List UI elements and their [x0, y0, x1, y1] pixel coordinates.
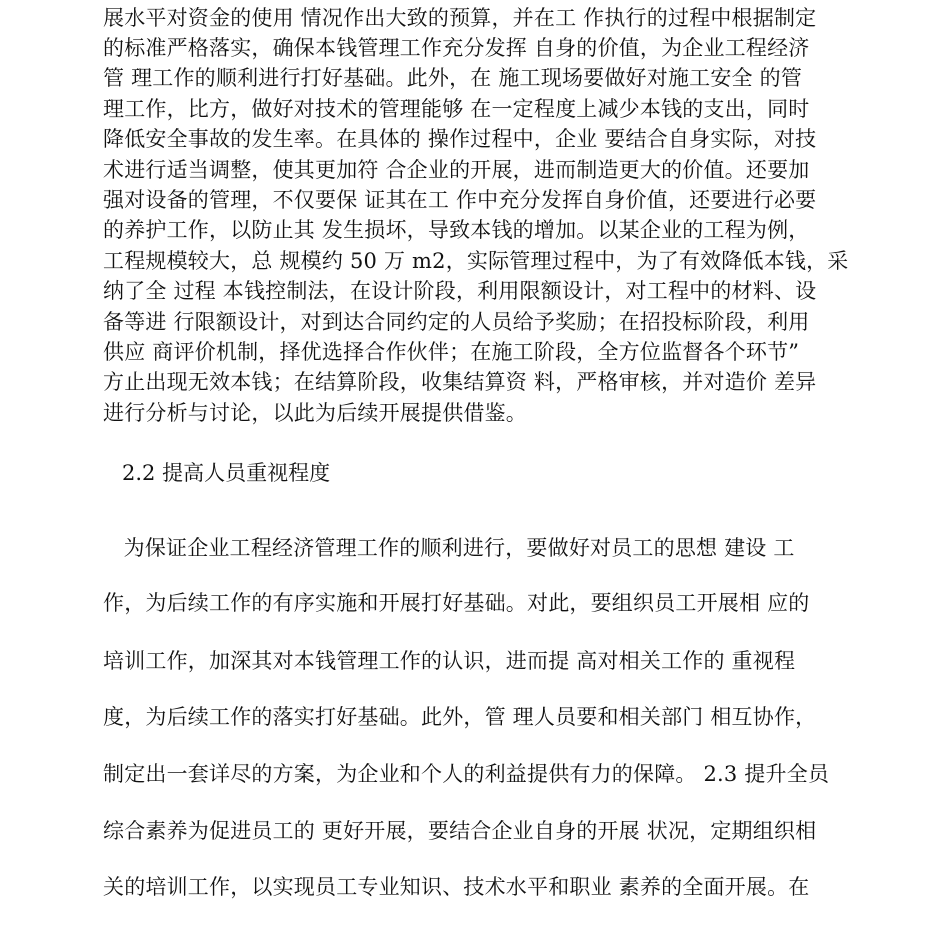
paragraph-1-line: 降低安全事故的发生率。在具体的 操作过程中，企业 要结合自身实际，对技	[103, 127, 817, 151]
section-heading: 2.2 提高人员重视程度	[122, 461, 331, 485]
paragraph-1-line: 供应 商评价机制，择优选择合作伙伴；在施工阶段，全方位监督各个环节”	[103, 340, 800, 364]
paragraph-1-line: 展水平对资金的使用 情况作出大致的预算，并在工 作执行的过程中根据制定	[103, 6, 817, 30]
paragraph-1-line: 工程规模较大，总 规模约 50 万 m2，实际管理过程中，为了有效降低本钱，采	[103, 249, 849, 273]
paragraph-2-line: 作，为后续工作的有序实施和开展打好基础。对此，要组织员工开展相 应的	[103, 591, 810, 615]
paragraph-2-line: 度，为后续工作的落实打好基础。此外，管 理人员要和相关部门 相互协作，	[103, 705, 817, 729]
paragraph-2-line: 培训工作，加深其对本钱管理工作的认识，进而提 高对相关工作的 重视程	[103, 649, 796, 673]
paragraph-2-line: 为保证企业工程经济管理工作的顺利进行，要做好对员工的思想 建设 工	[103, 536, 795, 560]
paragraph-1-line: 进行分析与讨论，以此为后续开展提供借鉴。	[103, 401, 527, 425]
paragraph-2-line: 综合素养为促进员工的 更好开展，要结合企业自身的开展 状况，定期组织相	[103, 819, 817, 843]
paragraph-1-line: 理工作，比方，做好对技术的管理能够 在一定程度上减少本钱的支出，同时	[103, 97, 810, 121]
paragraph-1-line: 的养护工作，以防止其 发生损坏，导致本钱的增加。以某企业的工程为例，	[103, 218, 810, 242]
paragraph-1-line: 方止出现无效本钱；在结算阶段，收集结算资 料，严格审核，并对造价 差异	[103, 370, 817, 394]
paragraph-1-line: 的标准严格落实，确保本钱管理工作充分发挥 自身的价值，为企业工程经济	[103, 36, 810, 60]
paragraph-1-line: 纳了全 过程 本钱控制法，在设计阶段，利用限额设计，对工程中的材料、设	[103, 279, 817, 303]
paragraph-1-line: 管 理工作的顺利进行打好基础。此外，在 施工现场要做好对施工安全 的管	[103, 66, 803, 90]
paragraph-1-line: 备等进 行限额设计，对到达合同约定的人员给予奖励；在招投标阶段，利用	[103, 310, 810, 334]
paragraph-1-line: 术进行适当调整，使其更加符 合企业的开展，进而制造更大的价值。还要加	[103, 158, 810, 182]
paragraph-2-line: 制定出一套详尽的方案，为企业和个人的利益提供有力的保障。 2.3 提升全员	[103, 762, 830, 786]
paragraph-1-line: 强对设备的管理，不仅要保 证其在工 作中充分发挥自身价值，还要进行必要	[103, 188, 817, 212]
paragraph-2-line: 关的培训工作，以实现员工专业知识、技术水平和职业 素养的全面开展。在	[103, 875, 810, 899]
